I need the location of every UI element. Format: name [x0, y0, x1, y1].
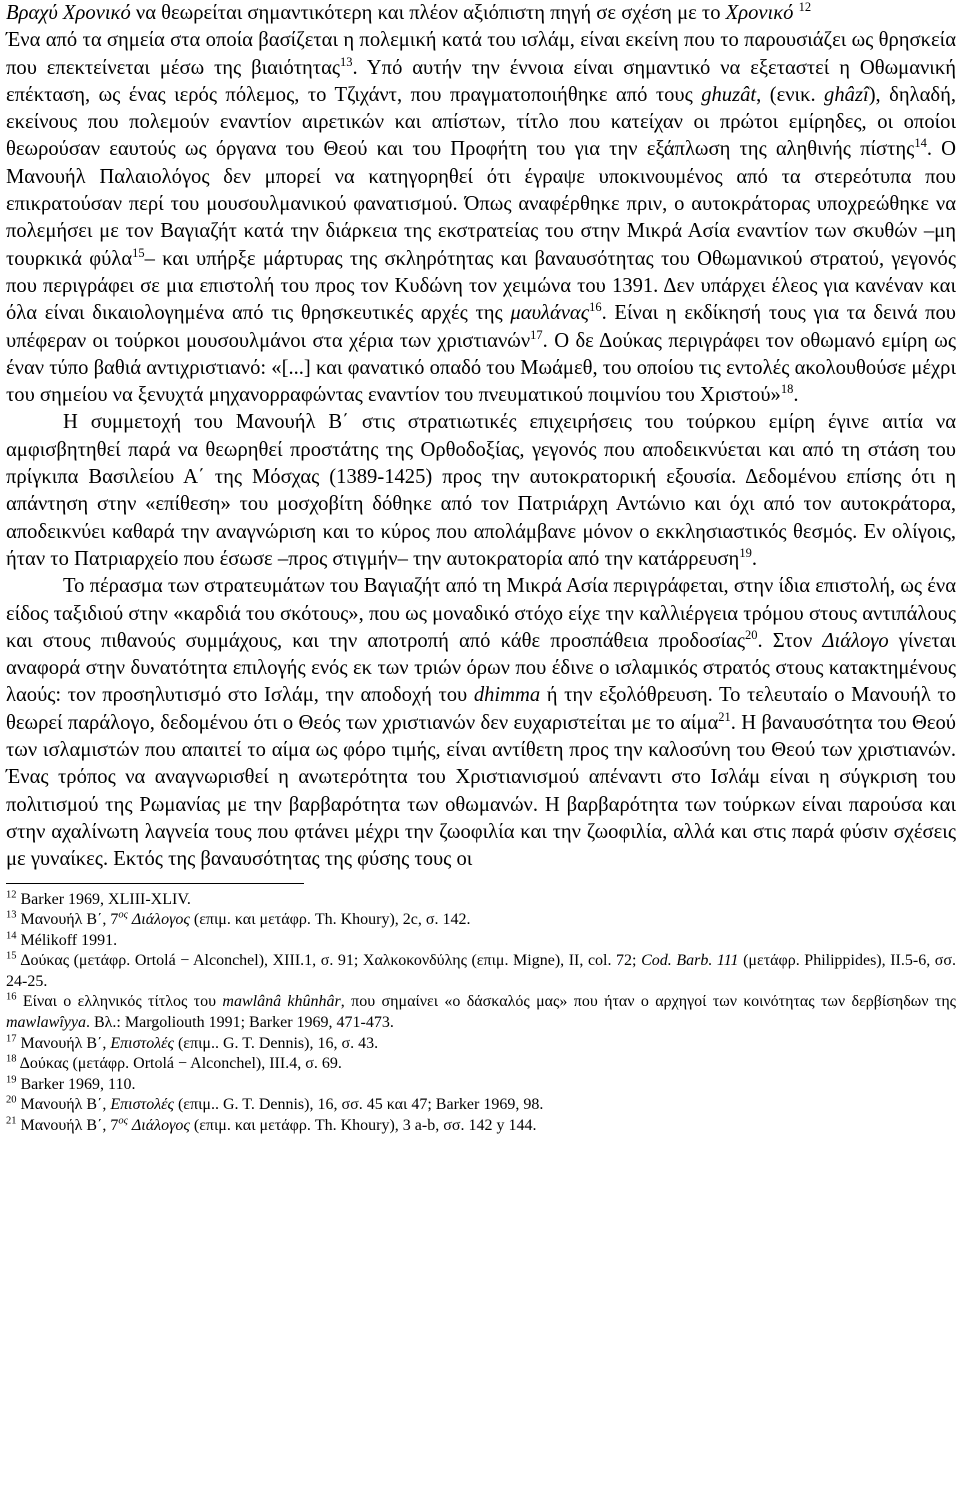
footnote-text-run: . Βλ.: Margoliouth 1991; Barker 1969, 471-473.: [86, 1014, 394, 1032]
paragraph: [6, 409, 956, 573]
footnote: [6, 1034, 956, 1055]
footnote-superscript: ος: [118, 1115, 128, 1127]
paragraph-text-run: Διάλογο: [822, 629, 889, 652]
footnote-text-run: Μανουήλ Β΄,: [20, 1034, 111, 1052]
footnote-text-run: Δούκας (μετάφρ. Ortolá − Alconchel), XIII.1, σ. 91; Χαλκοκονδύλης (επιμ. Migne), II, col. 72;: [20, 952, 642, 970]
footnote-number: 14: [6, 930, 17, 942]
footnote-number: 21: [6, 1115, 17, 1127]
footnote-number: 17: [6, 1033, 17, 1045]
footnote-number: 19: [6, 1074, 17, 1086]
footnote-text-run: Μανουήλ Β΄,: [20, 1096, 111, 1114]
footnote: [6, 1075, 956, 1096]
footnote-text-run: Μανουήλ Β΄, 7: [20, 1117, 119, 1135]
footnote: [6, 1095, 956, 1116]
footnote-text-run: Διάλογος: [131, 911, 190, 929]
paragraph-superscript: 20: [745, 627, 758, 642]
paragraph-text-run: , (ενικ.: [756, 83, 825, 106]
paragraph-text-run: μαυλάνας: [510, 302, 590, 325]
footnote-text-run: (επιμ. και μετάφρ. Th. Khoury), 3 a-b, σσ. 142 y 144.: [189, 1117, 537, 1135]
footnote: [6, 992, 956, 1033]
paragraph-text-run: – και υπήρξε μάρτυρας της σκληρότητας και βαναυσότητας του Οθωμανικού στρατού, γεγονός που περιγράφει σε μια επιστολή του προς τον Κυδώνη τον χειμώνα του 1391. Δεν υπάρχει έλεος για κανέναν και όλα είναι δικαιολογημένα από τις θρησκευτικές αρχές της: [6, 247, 956, 325]
footnote-number: 16: [6, 992, 17, 1004]
footnote-text-run: Δούκας (μετάφρ. Ortolá − Alconchel), III.4, σ. 69.: [19, 1055, 342, 1073]
paragraph-text-run: ή την εξολόθρευση. Το τελευταίο ο Μανουήλ το θεωρεί παράλογο, δεδομένου ότι ο Θεός των χριστιανών δεν ευχαριστείται με το αίμα: [6, 684, 956, 734]
paragraph-superscript: 18: [780, 382, 794, 397]
footnote: [6, 951, 956, 992]
paragraph-text-run: . Ο δε Δούκας περιγράφει τον οθωμανό εμίρη ως έναν τύπο βαθιά αντιχριστιανό: «[...] και φανατικό οπαδό του Μωάμεθ, του οποίου τις εντολές ακολουθούσε μέχρι του σημείου να ξενυχτά μηχανορραφώντας εναντίον του πνευματικού ποιμνίου του Χριστού»: [6, 329, 956, 407]
paragraph-superscript: 13: [340, 54, 353, 69]
paragraph-text-run: γίνεται αναφορά στην δυνατότητα επιλογής ενός εκ των τριών όρων που έδινε ο ισλαμικός στρατός στους κατακτημένους λαούς: τον προσηλυτισμό στο Ισλάμ, την αποδοχή του: [6, 629, 956, 707]
footnote-text-run: mawlânâ khûnhâr: [222, 993, 341, 1011]
paragraph-text-run: ), δηλαδή, εκείνους που πολεμούν εναντίον αιρετικών και απίστων, τίτλο που κατείχαν οι πρώτοι εμίρηδες, οι οποίοι θεωρούσαν εαυτούς ως όργανα του Θεού και του Προφήτη του για την εξάπλωση της αληθινής πίστης: [6, 83, 956, 161]
paragraph-superscript: 16: [589, 300, 602, 315]
paragraph-superscript: 14: [914, 136, 927, 151]
paragraph-text-run: .: [751, 547, 757, 570]
paragraph-superscript: 15: [132, 245, 145, 260]
paragraph-text-run: Ένα από τα σημεία στα οποία βασίζεται η πολεμική κατά του ισλάμ, είναι εκείνη που το παρουσιάζει ως θρησκεία που επεκτείνεται μέσω της βιαιότητας: [6, 29, 956, 79]
paragraph-text-run: να θεωρείται σημαντικότερη και πλέον αξιόπιστη πηγή σε σχέση με το: [130, 2, 726, 24]
footnote-text-run: Επιστολές: [110, 1096, 174, 1114]
paragraph-text-run: . Υπό αυτήν την έννοια είναι σημαντικό να εξεταστεί η Οθωμανική επέκταση, ως ένας ιερός πόλεμος, το Τζιχάντ, που πραγματοποιήθηκε από τους: [6, 56, 956, 106]
footnote-text-run: mawlawîyya: [6, 1014, 86, 1032]
footnote: [6, 931, 956, 952]
footnote: [6, 1116, 956, 1137]
footnotes-section: [6, 883, 956, 1137]
paragraph-text-run: Βραχύ Χρονικό: [6, 2, 131, 24]
document-page: [6, 0, 956, 1137]
paragraph: [6, 573, 956, 873]
footnote-separator: [6, 883, 304, 884]
footnote: [6, 890, 956, 911]
paragraph-text-run: Η συμμετοχή του Μανουήλ Β΄ στις στρατιωτικές επιχειρήσεις του τούρκου εμίρη έγινε αιτία να αμφισβητηθεί παρά να θεωρηθεί προστάτης της Ορθοδοξίας, γεγονός που αποδεικνύεται και από τη στάση του πρίγκιπα Βασιλείου Α΄ της Μόσχας (1389-1425) προς την αυτοκρατορική εξουσία. Δεδομένου επίσης ότι η απάντηση στην «επίθεση» του μοσχοβίτη δόθηκε από τον Πατριάρχη Αντώνιο και όχι από τον αυτοκράτορα, αποδεικνύει καθαρά την αναγνώριση και το κύρος που απολάμβανε μόνον ο εκκλησιαστικός θεσμός. Εν ολίγοις, ήταν το Πατριαρχείο που έσωσε –προς στιγμήν– την αυτοκρατορία από την κατάρρευση: [6, 411, 956, 570]
paragraph-superscript: 12: [798, 0, 812, 15]
paragraph-superscript: 17: [530, 327, 543, 342]
paragraph-text-run: Χρονικό: [725, 2, 794, 24]
footnote-number: 12: [6, 889, 17, 901]
paragraph-text-run: ghâzî: [824, 83, 869, 106]
footnote-list: [6, 890, 956, 1137]
footnote-number: 13: [6, 909, 17, 921]
footnote-text-run: (επιμ. και μετάφρ. Th. Khoury), 2c, σ. 142.: [189, 911, 471, 929]
paragraph: [6, 27, 956, 409]
footnote-text-run: , που σημαίνει «ο δάσκαλός μας» που ήταν ο αρχηγοί των κοινότητας των δερβίσηδων της: [340, 993, 957, 1011]
footnote-superscript: ος: [118, 909, 128, 921]
footnote-text-run: Είναι ο ελληνικός τίτλος του: [22, 993, 223, 1011]
footnote-number: 18: [6, 1053, 17, 1065]
footnote-text-run: Μανουήλ Β΄, 7: [20, 911, 119, 929]
paragraph-superscript: 19: [739, 546, 752, 561]
paragraph-text-run: .: [793, 384, 799, 407]
paragraph-text-run: dhimma: [473, 684, 541, 707]
footnote-text-run: (επιμ.. G. T. Dennis), 16, σσ. 45 και 47; Barker 1969, 98.: [173, 1096, 544, 1114]
footnote-number: 15: [6, 950, 17, 962]
footnote: [6, 910, 956, 931]
paragraph-superscript: 21: [718, 709, 731, 724]
paragraph-text-run: ghuzât: [701, 83, 757, 106]
footnote-text-run: (μετάφρ. Philippides), II.5-6, σσ. 24-25.: [6, 952, 957, 990]
footnote-text-run: Barker 1969, 110.: [20, 1075, 136, 1093]
paragraph-text-run: . Ο Μανουήλ Παλαιολόγος δεν μπορεί να κατηγορηθεί ότι έγραψε υποκινουμένος από τα στερεότυπα που επικρατούσαν περί του μουσουλμανικού φανατισμού. Όπως αναφέρθηκε πριν, ο αυτοκράτορας υποχρεώθηκε να πολεμήσει με τον Βαγιαζήτ κατά την διάρκεια της εκστρατείας του στην Μικρά Ασία εναντίον των σκυθών –μη τουρκικά φύλα: [6, 138, 957, 270]
footnote: [6, 1054, 956, 1075]
paragraph-text-run: Το πέρασμα των στρατευμάτων του Βαγιαζήτ από τη Μικρά Ασία περιγράφεται, στην ίδια επιστολή, ως ένα είδος ταξιδιού στην «καρδιά του σκότους», που ως μοναδικό στόχο είχε την καλλιέργεια τρόμου στους αντιπάλους και στους πιθανούς συμμάχους, και την αποτροπή από κάθε προσπάθεια προδοσίας: [6, 575, 956, 652]
paragraph-text-run: . Η βαναυσότητα του Θεού των ισλαμιστών που απαιτεί το αίμα ως φόρο τιμής, είναι αντίθετη προς την καλοσύνη του Θεού των χριστιανών. Ένας τρόπος να αναγνωρισθεί η ανωτερότητα του Χριστιανισμού απέναντι στο Ισλάμ είναι η σύγκριση του πολιτισμού της Ρωμανίας με την βαρβαρότητα των οθωμανών. Η βαρβαρότητα των τούρκων είναι παρούσα και στην αχαλίνωτη λαγνεία τους που φτάνει μέχρι την ζωοφιλία και την ζωοφιλία, αλλά και στις παρά φύσιν σχέσεις με γυναίκες. Εκτός της βαναυσότητας της φύσης τους οι: [6, 711, 956, 871]
footnote-text-run: Cod. Barb. 111: [641, 952, 739, 970]
footnote-text-run: Mélikoff 1991.: [20, 931, 118, 949]
main-text: [6, 0, 956, 874]
footnote-number: 20: [6, 1095, 17, 1107]
paragraph-text-run: . Στον: [757, 629, 823, 652]
paragraph: [6, 0, 956, 27]
footnote-text-run: Επιστολές: [110, 1034, 174, 1052]
footnote-text-run: Διάλογος: [131, 1117, 190, 1135]
paragraph-text-run: . Είναι η εκδίκησή τους για τα δεινά που υπέφεραν οι τούρκοι μουσουλμάνοι στα χέρια των χριστιανών: [6, 302, 956, 352]
footnote-text-run: (επιμ.. G. T. Dennis), 16, σ. 43.: [173, 1034, 379, 1052]
footnote-text-run: Barker 1969, XLIII-XLIV.: [20, 890, 191, 908]
